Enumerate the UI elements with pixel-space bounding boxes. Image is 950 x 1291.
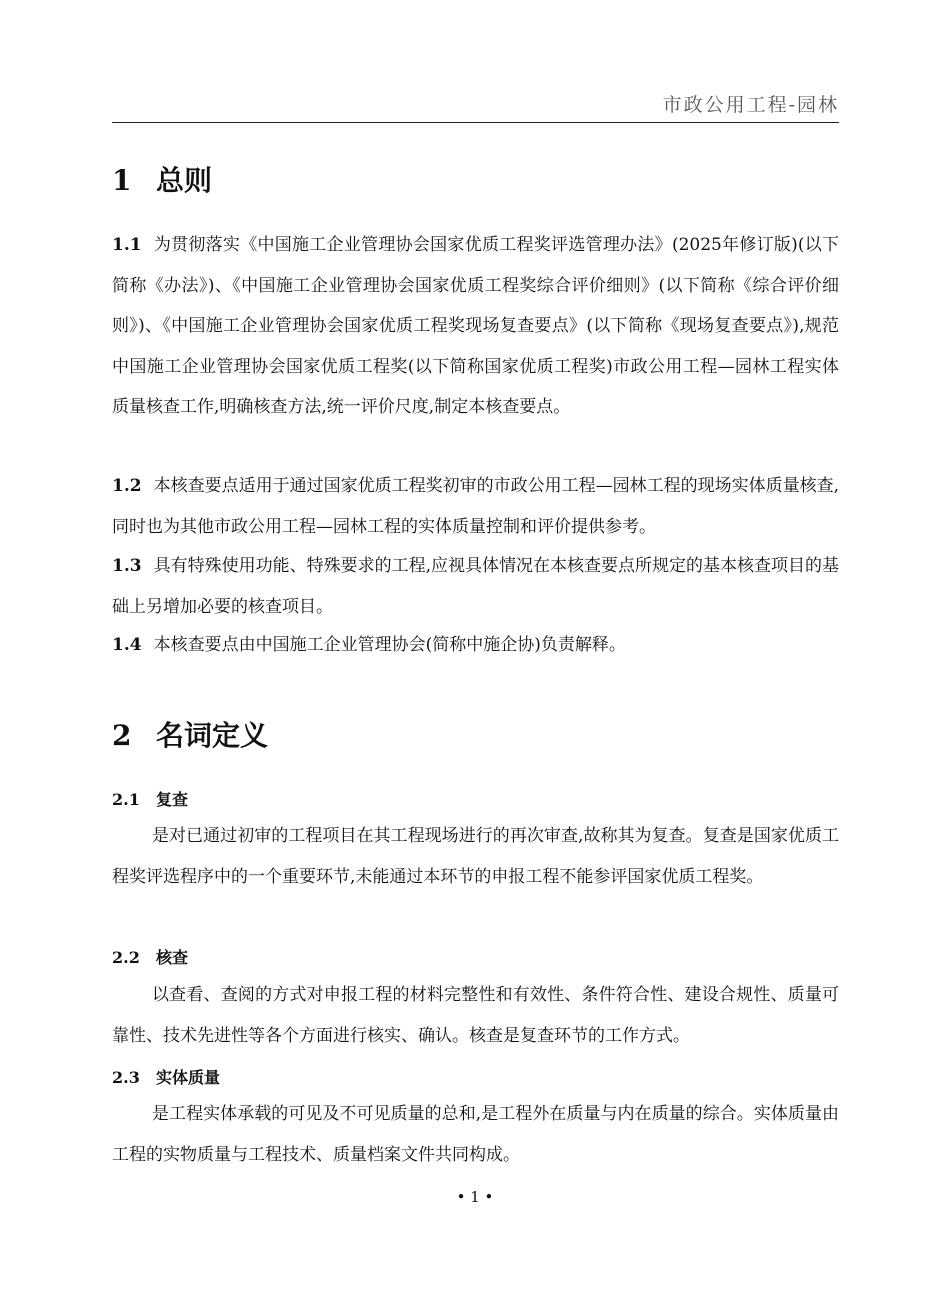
clause-text: 具有特殊使用功能、特殊要求的工程,应视具体情况在本核查要点所规定的基本核查项目的基础上另增加必要的核查项目。 [112,556,839,617]
definition-2-1-text: 是对已通过初审的工程项目在其工程现场进行的再次审查,故称其为复查。复查是国家优质工程奖评选程序中的一个重要环节,未能通过本环节的申报工程不能参评国家优质工程奖。 [112,826,839,887]
page-number: • 1 • [456,1188,494,1206]
section-1-heading [112,161,212,201]
header-title: 市政公用工程-园林 [662,94,839,116]
clause-text: 本核查要点适用于通过国家优质工程奖初审的市政公用工程—园林工程的现场实体质量核查,同时也为其他市政公用工程—园林工程的实体质量控制和评价提供参考。 [112,476,839,537]
paragraph-1-4 [112,625,839,666]
clause-number: 1.1 [112,235,142,255]
clause-text: 为贯彻落实《中国施工企业管理协会国家优质工程奖评选管理办法》(2025年修订版)(以下简称《办法》)、《中国施工企业管理协会国家优质工程奖综合评价细则》(以下简称《综合评价细则》)、《中国施工企业管理协会国家优质工程奖现场复查要点》(以下简称《现场复查要点》),规范中国施工企业管理协会国家优质工程奖(以下简称国家优质工程奖)市政公用工程—园林工程实体质量核查工作,明确核查方法,统一评价尺度,制定本核查要点。 [112,235,839,418]
paragraph-1-3 [112,546,839,627]
section-1-number: 1 [112,164,132,197]
section-2-heading [112,716,268,756]
subsection-number: 2.2 [112,948,140,967]
clause-number: 1.3 [112,556,142,576]
subsection-title: 实体质量 [156,1068,221,1087]
paragraph-1-1 [112,225,839,428]
definition-2-2-text: 以查看、查阅的方式对申报工程的材料完整性和有效性、条件符合性、建设合规性、质量可靠性、技术先进性等各个方面进行核实、确认。核查是复查环节的工作方式。 [112,985,839,1046]
definition-2-3-text: 是工程实体承载的可见及不可见质量的总和,是工程外在质量与内在质量的综合。实体质量由工程的实物质量与工程技术、质量档案文件共同构成。 [112,1104,839,1165]
subsection-title: 核查 [156,948,189,967]
paragraph-1-2 [112,466,839,547]
subsection-number: 2.3 [112,1068,140,1087]
section-2-number: 2 [112,719,132,752]
section-1-title: 总则 [156,164,213,197]
subsection-2-3-heading [112,1063,220,1093]
subsection-number: 2.1 [112,790,140,809]
subsection-2-1-heading [112,785,188,815]
clause-text: 本核查要点由中国施工企业管理协会(简称中施企协)负责解释。 [153,635,626,655]
clause-number: 1.2 [112,476,142,496]
page-header [112,88,839,123]
clause-number: 1.4 [112,635,142,655]
subsection-2-2-heading [112,943,188,973]
section-2-title: 名词定义 [156,719,269,752]
subsection-title: 复查 [156,790,189,809]
